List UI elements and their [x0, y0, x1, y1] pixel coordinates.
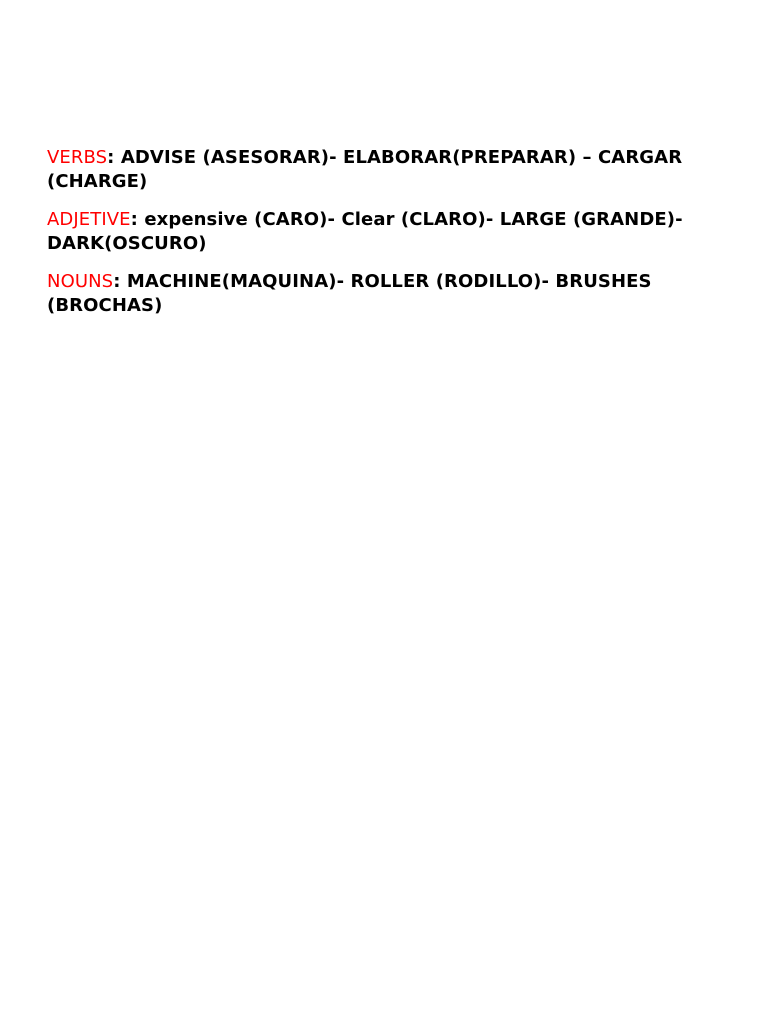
- verbs-label: VERBS: [47, 147, 108, 168]
- nouns-separator: :: [113, 271, 121, 292]
- adjective-label: ADJETIVE: [47, 209, 131, 230]
- verbs-paragraph: [47, 146, 727, 194]
- nouns-text: MACHINE(MAQUINA)- ROLLER (RODILLO)- BRUSHES (BROCHAS): [47, 271, 652, 316]
- nouns-paragraph: [47, 270, 727, 318]
- verbs-separator: :: [107, 147, 115, 168]
- adjective-text: expensive (CARO)- Clear (CLARO)- LARGE (GRANDE)- DARK(OSCURO): [47, 209, 683, 254]
- verbs-text: ADVISE (ASESORAR)- ELABORAR(PREPARAR) – CARGAR (CHARGE): [47, 147, 683, 192]
- adjective-separator: :: [130, 209, 138, 230]
- vocabulary-list: [47, 146, 727, 332]
- adjective-paragraph: [47, 208, 727, 256]
- nouns-label: NOUNS: [47, 271, 114, 292]
